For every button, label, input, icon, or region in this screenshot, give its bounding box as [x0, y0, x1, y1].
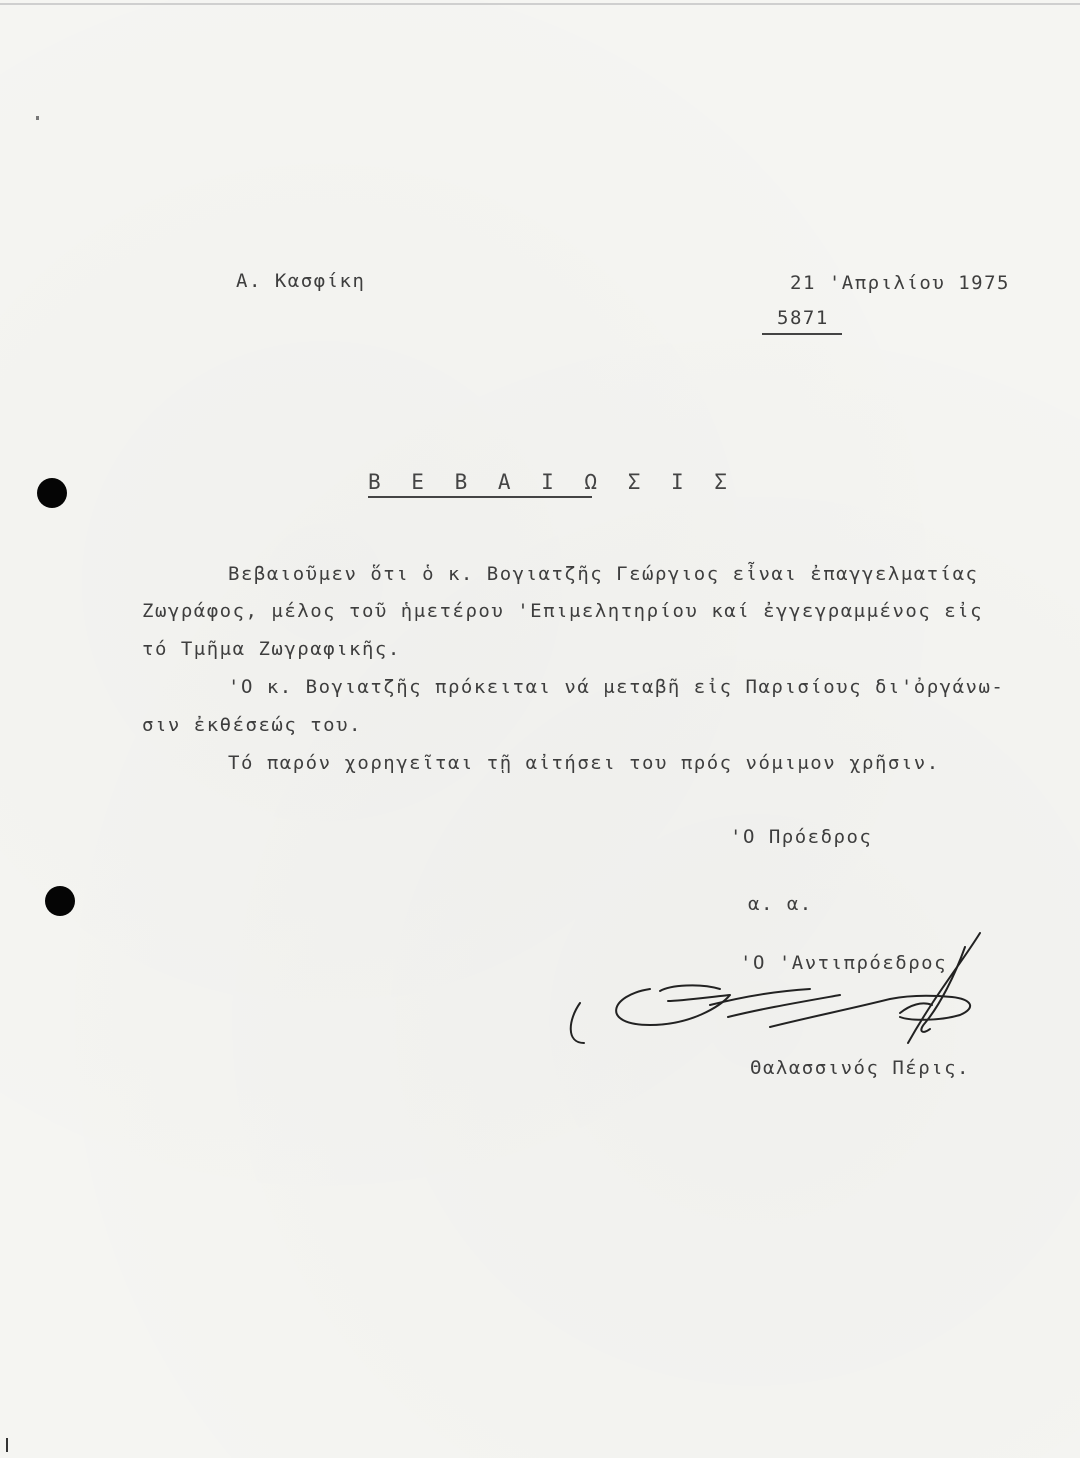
page-top-edge [0, 3, 1080, 5]
on-behalf-abbrev: α. α. [748, 893, 813, 915]
speck-mark [36, 116, 39, 120]
signatory-name: Θαλασσινός Πέρις. [750, 1057, 970, 1079]
vice-president-title: 'Ο 'Αντιπρόεδρος [740, 952, 948, 974]
document-date: 21 'Απριλίου 1975 [790, 272, 1010, 294]
speck-mark [6, 1438, 8, 1452]
body-line-4: 'Ο κ. Βογιατζῆς πρόκειται νά μεταβῆ εἰς Παρισίους δι'ὀργάνω- [228, 676, 1005, 698]
body-line-5: σιν ἐκθέσεώς του. [142, 714, 362, 736]
president-title: 'Ο Πρόεδρος [730, 826, 873, 848]
title-underline [368, 496, 592, 498]
body-line-6: Τό παρόν χορηγεῖται τῇ αἰτήσει του πρός νόμιμον χρῆσιν. [228, 752, 940, 774]
body-line-1: Βεβαιοῦμεν ὅτι ὁ κ. Βογιατζῆς Γεώργιος εἶναι ἐπαγγελματίας [228, 563, 979, 585]
punch-hole-lower [45, 886, 75, 916]
sender-name: Α. Κασφίκη [236, 270, 366, 292]
punch-hole-upper [37, 478, 67, 508]
reference-underline [762, 333, 842, 335]
body-line-3: τό Τμῆμα Ζωγραφικῆς. [142, 638, 401, 660]
reference-number: 5871 [777, 307, 829, 329]
document-title: Β Ε Β Α Ι Ω Σ Ι Σ [368, 470, 736, 494]
handwritten-signature [560, 925, 1000, 1055]
body-line-2: Ζωγράφος, μέλος τοῦ ἡμετέρου 'Επιμελητηρίου καί ἐγγεγραμμένος εἰς [142, 600, 984, 622]
